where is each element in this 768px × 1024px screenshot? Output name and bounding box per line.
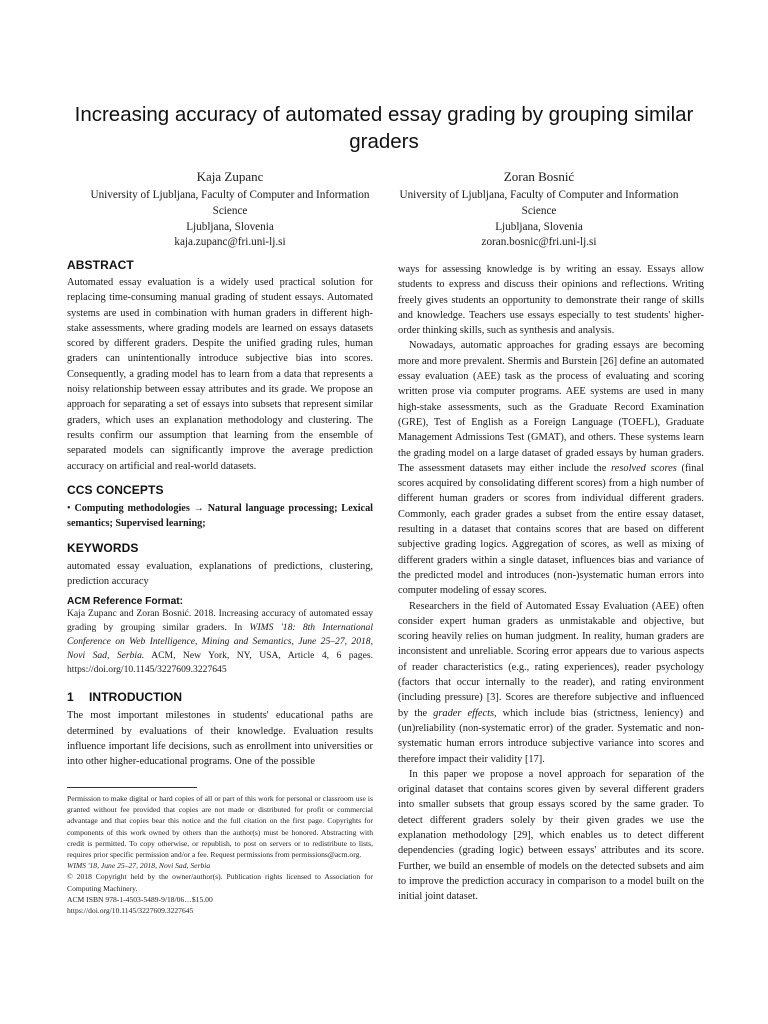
text-span: , which include bias (strictness, leniency) and (un)reliability (non-systematic error) of the grader. Systematic and non-systematic human errors introduce subjective variance into scores and therefore impact their validity [17]. [398,707,704,765]
abstract-text: Automated essay evaluation is a widely used practical solution for replacing time-consuming manual grading of student essays. Automated systems are used in combination with human graders in different high-stake assessments, where grading models are learned on essays datasets scored by different graders. Despite the unified grading rules, human graders can unintentionally introduce subjective bias into scores. Consequently, a grading model has to learn from a data that represents a noisy relationship between essay attributes and its grade. We propose an approach for separating a set of essays into subsets that represent similar graders, which uses an explanation methodology and clustering. The results confirm our assumption that learning from the ensemble of separated models can significantly improve the average prediction accuracy on artificial and real-world datasets. [67,277,373,472]
acm-reference-doi[interactable]: ACM, New York, NY, USA, Article 4, 6 pages. https://doi.org/10.1145/3227609.3227645 [67,650,373,676]
section-title: INTRODUCTION [89,690,183,705]
ccs-text: Computing methodologies → Natural language processing; Lexical semantics; Supervised learning; [67,502,373,529]
ccs-bullet: • [67,502,71,514]
text-span: (final scores acquired by consolidating different scores) from a high number of different human graders or scores from individual different graders. Commonly, each grader grades a subset from the entire essay dataset, resulting in a dataset that contains scores that are based on different subjective grading logics. Aggregation of scores, as well as mixing of different graders within a single dataset, influences bias and variance of the predicted model and introduces (non-)systematic human errors into computer modeling of essay scores. [398,462,704,597]
right-column [398,262,704,904]
emphasis-text: resolved scores [611,462,677,474]
acm-reference-text [67,607,373,677]
author-email: zoran.bosnic@fri.uni-lj.si [481,236,597,249]
introduction-heading [67,690,373,704]
author-name: Kaja Zupanc [196,169,264,184]
author-block-1 [85,168,375,251]
introduction-paragraph: The most important milestones in students' educational paths are determined by evaluations of their knowledge. Evaluation results influence important life decisions, such as enrollment into universities or into other higher-educational programs. One of the possible [67,710,373,768]
isbn-line: ACM ISBN 978-1-4503-5489-9/18/06…$15.00 [67,894,213,904]
abstract-heading: ABSTRACT [67,258,134,272]
copyright-notice: © 2018 Copyright held by the owner/author(s). Publication rights licensed to Association for Computing Machinery. [67,872,373,893]
intro-paragraph-aee [398,338,704,598]
keywords-heading: KEYWORDS [67,540,139,555]
keywords-text: automated essay evaluation, explanations of predictions, clustering, prediction accuracy [67,560,373,588]
left-column [67,258,373,770]
permission-notice: Permission to make digital or hard copies of all or part of this work for personal or classroom use is granted without fee provided that copies are not made or distributed for profit or commercial advantage and that copies bear this notice and the full citation on the first page. Copyrights for components of this work owned by others than the author(s) must be honored. Abstracting with credit is permitted. To copy otherwise, or republish, to post on servers or to redistribute to lists, requires prior specific permission and/or a fee. Request permissions from permissions@acm.org. [67,794,373,860]
section-number: 1 [67,690,74,705]
text-span: Researchers in the field of Automated Essay Evaluation (AEE) often consider expert human graders as unmistakable and objective, but scoring heavily relies on human judgment. In reality, human graders are inconsistent and unreliable. Scoring error appears due to various aspects of reader characteristics (e.g., rating experiences), reader psychology (factors that occur internally to the reader), and rating environment (including pressure) [3]. Scores are therefore subjective and influenced by the [398,600,704,719]
ccs-concepts [67,501,373,531]
doi-link[interactable]: https://doi.org/10.1145/3227609.3227645 [67,906,194,916]
ccs-heading: CCS CONCEPTS [67,482,164,497]
author-affiliation: University of Ljubljana, Faculty of Computer and Information Science [90,189,370,217]
author-location: Ljubljana, Slovenia [495,220,583,233]
intro-paragraph-researchers [398,599,704,767]
intro-paragraph-continued: ways for assessing knowledge is by writing an essay. Essays allow students to express and discuss their opinions and reflections. Writing freely gives students an opportunity to demonstrate their range of skills and knowledge. Teachers use essays especially to test students' higher-order thinking skills, such as synthesis and analysis. [398,264,704,337]
footnote-rule [67,787,197,788]
footnote-block [67,793,373,916]
acm-reference-heading: ACM Reference Format: [67,596,184,608]
author-block-2 [394,168,684,251]
author-affiliation: University of Ljubljana, Faculty of Computer and Information Science [399,189,679,217]
intro-paragraph-proposal: In this paper we propose a novel approach for separation of the original dataset that contains scores given by several different graders into smaller subsets that group essays scored by the same grader. To detect different graders solely by their given grades we use the explanation methodology [29], which enables us to detect different dependencies (grading logic) between essays' attributes and its score. Further, we build an ensemble of models on the detected subsets and aim to improve the prediction accuracy in comparison to a model built on the initial joint dataset. [398,768,704,903]
acm-reference-venue: WIMS '18: 8th International Conference on Web Intelligence, Mining and Semantics, June 25–27, 2018, Novi Sad, Serbia. [67,622,373,662]
author-location: Ljubljana, Slovenia [186,220,274,233]
conference-line [67,860,373,871]
conference-text: WIMS '18, June 25–27, 2018, Novi Sad, Serbia [67,861,211,871]
emphasis-text: grader effects [433,707,495,719]
author-name: Zoran Bosnić [503,169,575,184]
paper-title: Increasing accuracy of automated essay grading by grouping similar graders [74,103,694,153]
text-span: Nowadays, automatic approaches for grading essays are becoming more and more prevalent. Shermis and Burstein [26] define an automated essay evaluation (AEE) task as the process of evaluating and scoring written prose via computer programs. AEE systems are used in many high-stake assessments, such as the Graduate Record Examination (GRE), Test of English as a Foreign Language (TOEFL), Graduate Management Admissions Test (GMAT), and others. These systems learn the grading model on a large dataset of graded essays by human graders. The assessment datasets may either include the [398,340,704,474]
author-email: kaja.zupanc@fri.uni-lj.si [174,236,286,249]
acm-reference-authors: Kaja Zupanc and Zoran Bosnić. 2018. Increasing accuracy of automated essay grading by grouping similar graders. In [67,608,373,634]
